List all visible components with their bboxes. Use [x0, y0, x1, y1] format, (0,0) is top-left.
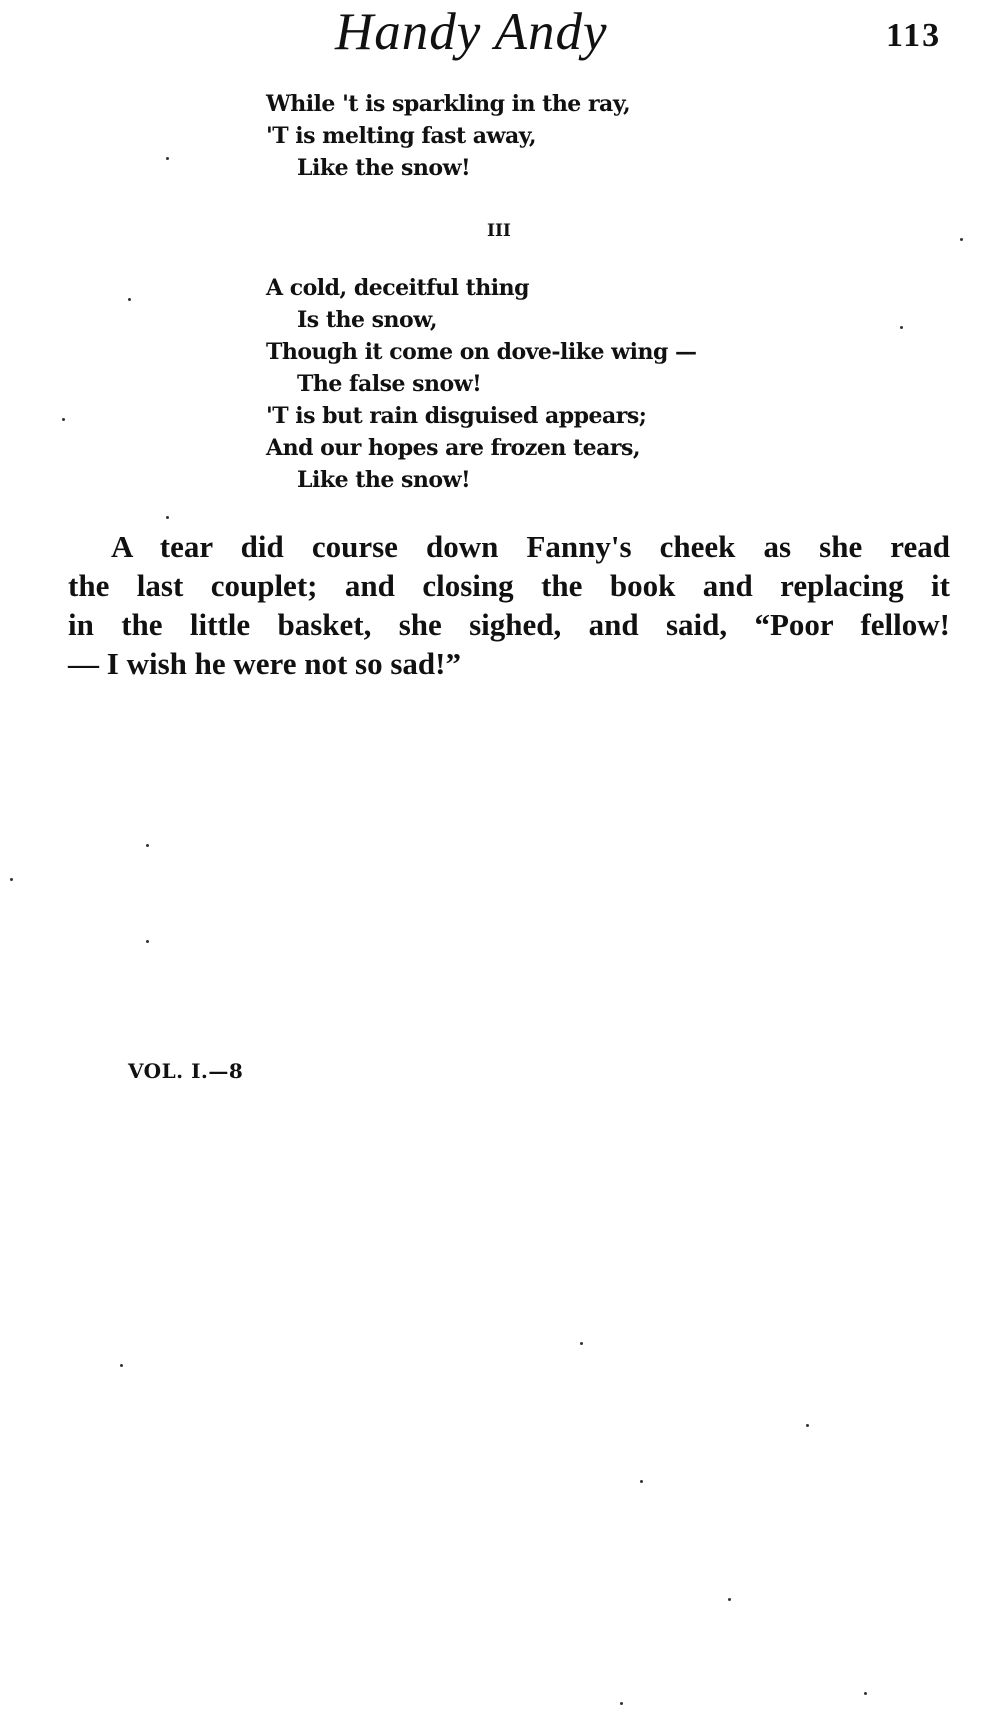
paper-speck [806, 1424, 809, 1427]
paper-speck [728, 1598, 731, 1601]
paper-speck [900, 326, 903, 329]
paper-speck [10, 878, 13, 881]
prose-line: A tear did course down Fanny's cheek as she read [111, 529, 950, 564]
paper-speck [640, 1480, 643, 1483]
prose-line: in the little basket, she sighed, and said, “Poor fellow! [68, 607, 950, 642]
paper-speck [960, 238, 963, 241]
verse-line: 'T is but rain disguised appears; [266, 403, 647, 429]
paper-speck [620, 1702, 623, 1705]
paper-speck [120, 1364, 123, 1367]
verse-line: The false snow! [297, 371, 482, 397]
verse-line: A cold, deceitful thing [266, 275, 530, 301]
running-title: Handy Andy [335, 3, 608, 61]
verse-line: Like the snow! [297, 155, 471, 181]
paper-speck [62, 418, 65, 421]
page-number: 113 [886, 17, 942, 54]
verse-line: While 't is sparkling in the ray, [266, 91, 631, 117]
stanza-numeral: III [487, 221, 511, 241]
paper-speck [128, 298, 131, 301]
verse-line: And our hopes are frozen tears, [266, 435, 641, 461]
verse-line: 'T is melting fast away, [266, 123, 537, 149]
paper-speck [580, 1342, 583, 1345]
verse-line: Like the snow! [297, 467, 471, 493]
prose-paragraph [68, 527, 950, 683]
signature-mark: VOL. I.—8 [128, 1059, 244, 1083]
paper-speck [146, 844, 149, 847]
prose-line: the last couplet; and closing the book and replacing it [68, 568, 950, 603]
paper-speck [146, 940, 149, 943]
paper-speck [166, 157, 169, 160]
verse-line: Is the snow, [297, 307, 438, 333]
prose-line: — I wish he were not so sad!” [68, 646, 461, 681]
verse-line: Though it come on dove-like wing — [266, 339, 697, 365]
paper-speck [166, 516, 169, 519]
paper-speck [864, 1692, 867, 1695]
